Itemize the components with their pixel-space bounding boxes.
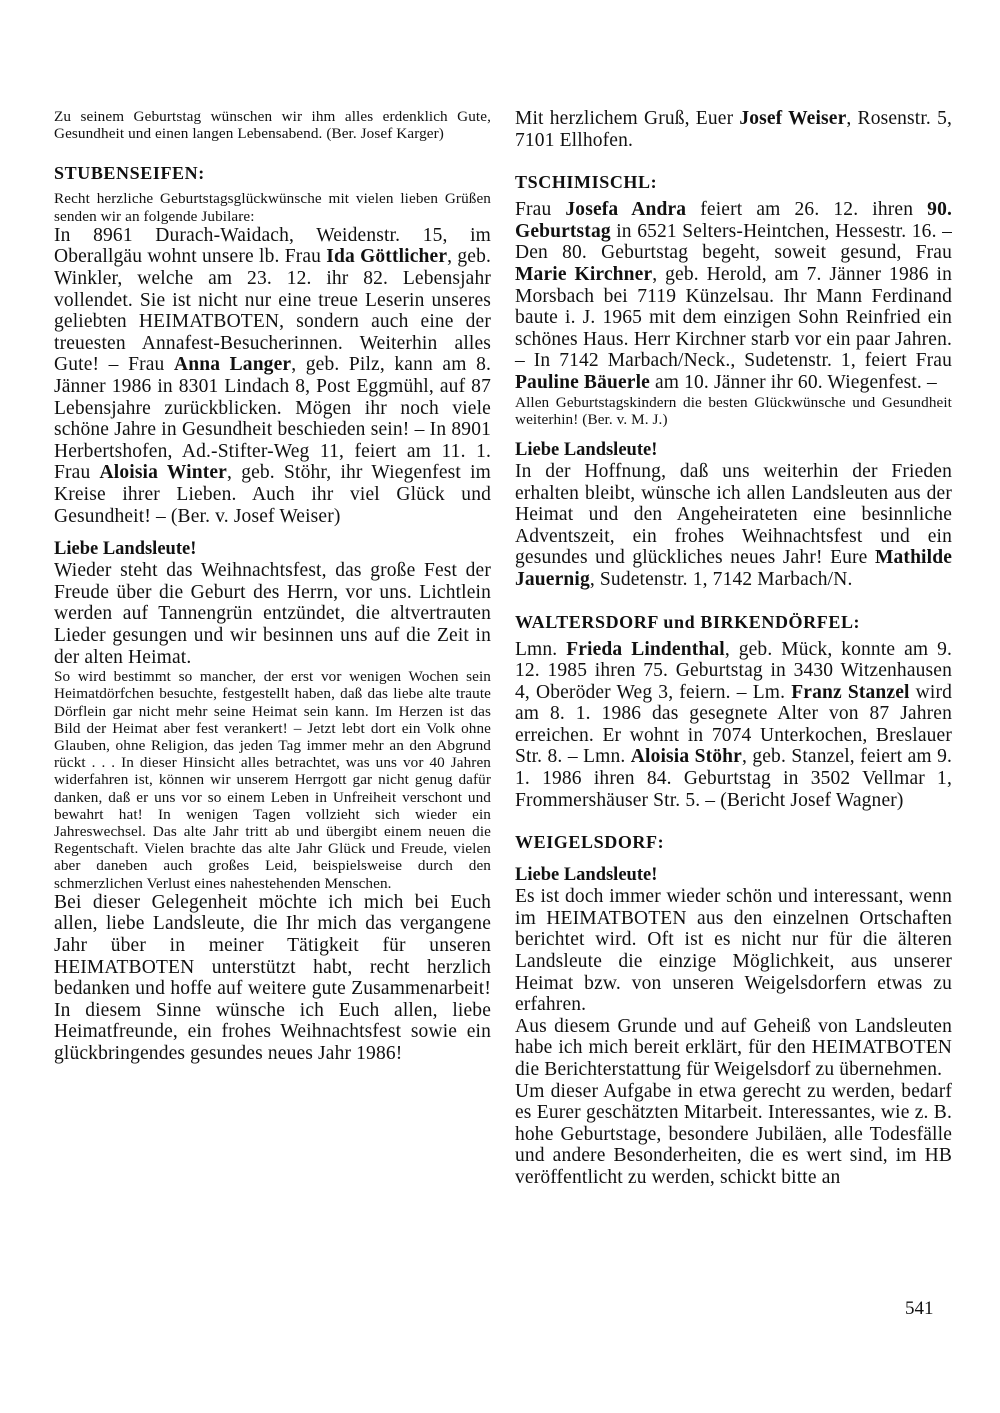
person-name: Aloisia Stöhr bbox=[630, 746, 742, 768]
paragraph bbox=[54, 560, 491, 668]
paragraph bbox=[54, 225, 491, 527]
text-run: , geb. Stöhr, ihr Wiegenfest im Kreise ihrer Lieben. Auch ihr viel Glück und Gesundheit! – (Ber. v. Josef Weiser) bbox=[54, 462, 492, 527]
text-run: , geb. Herold, am 7. Jänner 1986 in Morsbach bei 7119 Künzelsau. Ihr Mann Ferdinand baute i. J. 1965 mit dem einzigen Sohn Reinfried ein schönes Haus. Herr Kirchner starb vor ein paar Jahren. – In 7142 Marbach/Neck., Sudetenstr. 1, feiert Frau bbox=[515, 263, 952, 372]
paragraph bbox=[515, 108, 952, 151]
text-run: feiert am 26. 12. ihren bbox=[686, 199, 928, 221]
paragraph bbox=[515, 886, 952, 1016]
text-run: am 10. Jänner ihr 60. Wiegenfest. – bbox=[649, 371, 937, 393]
text-run: Liebe Landsleute! bbox=[515, 865, 658, 886]
person-name: Marie Kirchner bbox=[515, 263, 653, 285]
left-column bbox=[54, 108, 491, 1064]
text-run: , geb. Pilz, kann am 8. Jänner 1986 in 8301 Lindach 8, Post Eggmühl, auf 87 Lebensjahre zurückblicken. Mögen ihr noch viele schöne Jahre in Gesundheit beschieden sein! – In 8901 Herbertshofen, Ad.-Stifter-Weg 11, feiert am 11. 1. Frau bbox=[54, 354, 492, 484]
text-run: Aus diesem Grunde und auf Geheiß von Landsleuten habe ich mich bereit erklärt, für den HEIMATBOTEN die Berichterstattung für Weigelsdorf zu übernehmen. bbox=[515, 1015, 952, 1080]
section-heading bbox=[515, 611, 952, 633]
text-run: Recht herzliche Geburtstagsglückwünsche mit vielen lieben Grüßen senden wir an folgende Jubilare: bbox=[54, 190, 491, 225]
person-name: Franz Stanzel bbox=[791, 681, 910, 703]
text-run: wird am 8. 1. 1986 das gesegnete Alter von 87 Jahren erreichen. Er wohnt in 7074 Unterkochen, Breslauer Str. 8. – Lmn. bbox=[515, 681, 952, 768]
paragraph bbox=[515, 394, 952, 428]
text-run: Mit herzlichem Gruß, Euer bbox=[515, 108, 740, 129]
text-run: Lmn. bbox=[515, 638, 567, 660]
person-name: Pauline Bäuerle bbox=[515, 371, 650, 393]
paragraph bbox=[54, 892, 491, 1065]
text-run: TSCHIMISCHL: bbox=[515, 172, 658, 193]
text-run: , Sudetenstr. 1, 7142 Marbach/N. bbox=[589, 568, 853, 590]
paragraph bbox=[515, 1016, 952, 1081]
person-name: Ida Göttlicher bbox=[326, 246, 448, 268]
section-heading bbox=[515, 831, 952, 853]
text-run: , Rosenstr. 5, 7101 Ellhofen. bbox=[515, 108, 952, 151]
text-run: So wird bestimmt so mancher, der erst vor wenigen Wochen sein Heimatdörfchen besuchte, festgestellt haben, daß das liebe alte traute Dörflein gar nicht mehr seine Heimat sein kann. Im Herzen ist das Bild der Heimat aber fest verankert! – Jetzt lebt dort ein Volk ohne Glauben, ohne Religion, das jeden Tag immer mehr an den Abgrund rückt . . . In dieser Hinsicht alles betrachtet, was uns vor 40 Jahren widerfahren ist, können wir unserem Herrgott gar nicht genug dafür danken, daß er uns vor so einem Leben in Unfreiheit verschont und bewahrt hat! In wenigen Tagen vollzieht sich wieder ein Jahreswechsel. Das alte Jahr tritt ab und übergibt einem neuen die Regentschaft. Vielen brachte das alte Jahr Glück und Freude, vielen aber daneben auch großes Leid, beispielsweise durch den schmerzlichen Verlust eines nahestehenden Menschen. bbox=[54, 668, 491, 892]
person-name: Aloisia Winter bbox=[99, 462, 227, 484]
paragraph bbox=[54, 108, 491, 142]
text-run: Liebe Landsleute! bbox=[515, 439, 658, 460]
text-run: Frau bbox=[515, 199, 566, 221]
text-run: Um dieser Aufgabe in etwa gerecht zu werden, bedarf es Eurer geschätzten Mitarbeit. Interessantes, wie z. B. hohe Geburtstage, besondere Jubiläen, alle Todesfälle und andere Besonderheiten, die es wert sind, im HB veröffentlicht zu werden, schickt bitte an bbox=[515, 1080, 952, 1188]
text-run: In 8961 Durach-Waidach, Weidenstr. 15, im Oberallgäu wohnt unsere lb. Frau bbox=[54, 224, 491, 268]
paragraph bbox=[54, 668, 491, 892]
person-name: Josef Weiser bbox=[739, 108, 847, 129]
text-run: Bei dieser Gelegenheit möchte ich mich bei Euch allen, liebe Landsleute, die Ihr mich das vergangene Jahr über in meiner Tätigkeit für unseren HEIMATBOTEN unterstützt habt, recht herzlich bedanken und hoffe auf weitere gute Zusammenarbeit! In diesem Sinne wünsche ich Euch allen, liebe Heimatfreunde, ein frohes Weihnachtsfest sowie ein glückbringendes gesundes neues Jahr 1986! bbox=[54, 891, 491, 1064]
right-column bbox=[515, 108, 952, 1189]
text-run: Zu seinem Geburtstag wünschen wir ihm alles erdenklich Gute, Gesundheit und einen langen Lebensabend. (Ber. Josef Karger) bbox=[54, 108, 491, 143]
paragraph bbox=[515, 461, 952, 591]
paragraph bbox=[515, 639, 952, 812]
text-run: , geb. Mück, konnte am 9. 12. 1985 ihren 75. Geburtstag in 3430 Witzenhausen 4, Oberöder Weg 3, feiern. – Lm. bbox=[515, 638, 952, 703]
text-run: , geb. Stanzel, feiert am 9. 1. 1986 ihren 84. Geburtstag in 3502 Vellmar 1, Frommershäuser Str. 5. – (Bericht Josef Wagner) bbox=[515, 746, 952, 811]
paragraph bbox=[515, 1081, 952, 1189]
text-run: Allen Geburtstagskindern die besten Glückwünsche und Gesundheit weiterhin! (Ber. v. M. J.) bbox=[515, 393, 952, 428]
paragraph bbox=[54, 190, 491, 224]
person-name: Frieda Lindenthal bbox=[566, 638, 725, 660]
text-run: , geb. Winkler, welche am 23. 12. ihr 82. Lebensjahr vollendet. Sie ist nicht nur eine treue Leserin unseres geliebten HEIMATBOTEN, sondern auch eine der treuesten Annafest-Besucherinnen. Weiterhin alles Gute! – Frau bbox=[54, 246, 491, 376]
person-name: Anna Langer bbox=[173, 354, 292, 376]
section-heading bbox=[515, 171, 952, 193]
text-run: STUBENSEIFEN: bbox=[54, 163, 205, 184]
salutation-heading bbox=[54, 539, 491, 560]
text-run: In der Hoffnung, daß uns weiterhin der Frieden erhalten bleibt, wünsche ich allen Landsleuten aus der Heimat und den Angeheirateten eine besinnliche Adventszeit, ein frohes Weihnachtsfest und ein gesundes und glückliches neues Jahr! Eure bbox=[515, 460, 952, 569]
salutation-heading bbox=[515, 865, 952, 886]
text-run: in 6521 Selters-Heintchen, Hessestr. 16. – Den 80. Geburtstag begeht, soweit gesund, Frau bbox=[515, 220, 952, 264]
text-run: Liebe Landsleute! bbox=[54, 539, 197, 560]
person-name: Mathilde Jauernig bbox=[515, 547, 952, 590]
person-name: Josefa Andra bbox=[565, 199, 687, 221]
paragraph bbox=[515, 199, 952, 393]
text-run: WEIGELSDORF: bbox=[515, 832, 665, 853]
section-heading bbox=[54, 162, 491, 184]
text-run: Wieder steht das Weihnachtsfest, das große Fest der Freude über die Geburt des Herrn, vor uns. Lichtlein werden auf Tannengrün entzündet, die altvertrauten Lieder gesungen und wir besinnen uns auf die Zeit in der alten Heimat. bbox=[54, 560, 491, 668]
person-name: 90. Geburtstag bbox=[515, 199, 952, 242]
text-run: WALTERSDORF und BIRKENDÖRFEL: bbox=[515, 611, 861, 632]
text-run: Es ist doch immer wieder schön und interessant, wenn im HEIMATBOTEN aus den einzelnen Ortschaften berichtet wird. Oft ist es nicht nur für die älteren Landsleute die einzige Möglichkeit, aus unserer Heimat bzw. von unseren Weigelsdorfern etwas zu erfahren. bbox=[515, 886, 952, 1016]
page-number: 541 bbox=[905, 1298, 934, 1319]
salutation-heading bbox=[515, 440, 952, 461]
